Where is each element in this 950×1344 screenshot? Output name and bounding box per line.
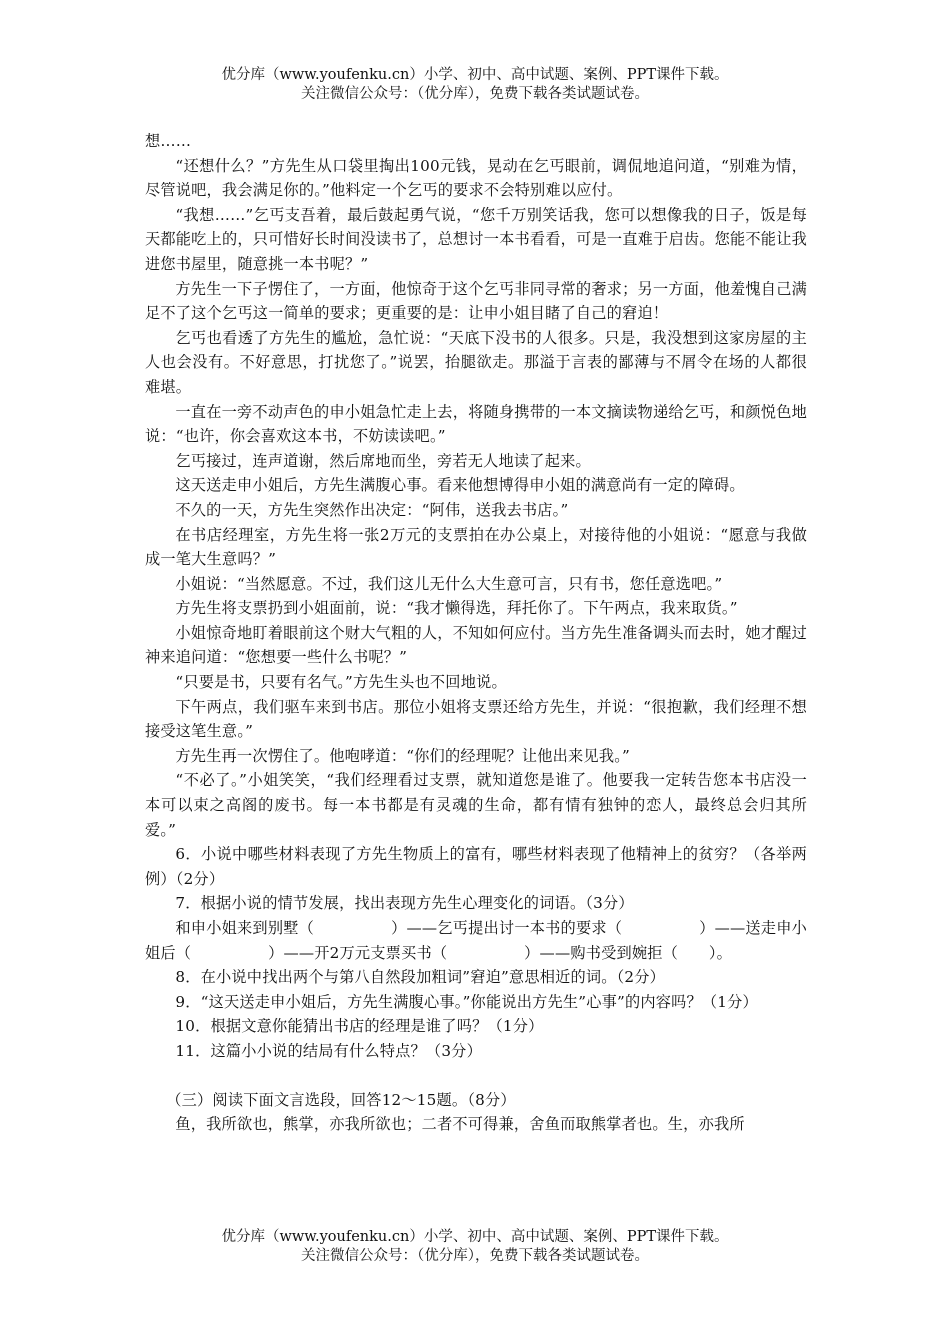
story-paragraph: 一直在一旁不动声色的申小姐急忙走上去，将随身携带的一本文摘读物递给乞丐，和颜悦色地说：“也许，你会喜欢这本书，不妨读读吧。” [145,402,807,446]
question-10: 10．根据文意你能猜出书店的经理是谁了吗？（1分） [175,1017,544,1036]
question-7-fill-blanks: 和申小姐来到别墅（ ）——乞丐提出讨一本书的要求（ ）——送走申小姐后（ ）——开2万元支票买书（ ）——购书受到婉拒（ ）。 [145,919,807,962]
story-paragraph: 这天送走申小姐后，方先生满腹心事。看来他想博得申小姐的满意尚有一定的障碍。 [175,476,745,495]
story-paragraph: 方先生一下子愣住了，一方面，他惊奇于这个乞丐非同寻常的奢求；另一方面，他羞愧自己满足不了这个乞丐这一简单的要求；更重要的是：让申小姐目睹了自己的窘迫！ [145,279,807,323]
page-header [0,66,950,104]
footer-line-2: 关注微信公众号：（优分库），免费下载各类试题试卷。 [301,1248,649,1264]
page-footer [0,1228,950,1266]
story-paragraph: 乞丐也看透了方先生的尴尬，急忙说：“天底下没书的人很多。只是，我没想到这家房屋的主人也会没有。不好意思，打扰您了。”说罢，抬腿欲走。那溢于言表的鄙薄与不屑令在场的人都很难堪。 [145,328,807,396]
question-7: 7．根据小说的情节发展，找出表现方先生心理变化的词语。（3分） [175,894,634,913]
story-paragraph: 小姐惊奇地盯着眼前这个财大气粗的人，不知如何应付。当方先生准备调头而去时，她才醒过神来追问道：“您想要一些什么书呢？” [145,623,807,667]
question-11: 11．这篇小小说的结局有什么特点？（3分） [175,1041,482,1060]
story-paragraph: 方先生再一次愣住了。他咆哮道：“你们的经理呢？让他出来见我。” [175,746,630,765]
document-body [145,129,807,1137]
question-6: 6．小说中哪些材料表现了方先生物质上的富有，哪些材料表现了他精神上的贫穷？（各举两例）（2分） [145,845,807,888]
story-paragraph: “我想……”乞丐支吾着，最后鼓起勇气说，“您千万别笑话我，您可以想像我的日子，饭是每天都能吃上的，只可惜好长时间没读书了，总想讨一本书看看，可是一直难于启齿。您能不能让我进您书屋里，随意挑一本书呢？” [145,205,807,273]
footer-line-1: 优分库（www.youfenku.cn）小学、初中、高中试题、案例、PPT课件下载。 [221,1229,729,1245]
section-3-title: （三）阅读下面文言选段，回答12～15题。（8分） [166,1090,516,1109]
section-3-text: 鱼，我所欲也，熊掌，亦我所欲也；二者不可得兼，舍鱼而取熊掌者也。生，亦我所 [175,1115,745,1134]
story-paragraph: 不久的一天，方先生突然作出决定：“阿伟，送我去书店。” [175,500,569,519]
story-paragraph: 在书店经理室，方先生将一张2万元的支票拍在办公桌上，对接待他的小姐说：“愿意与我做成一笔大生意吗？” [145,525,807,569]
question-9: 9．“这天送走申小姐后，方先生满腹心事。”你能说出方先生”心事”的内容吗？（1分） [175,992,758,1011]
header-line-1: 优分库（www.youfenku.cn）小学、初中、高中试题、案例、PPT课件下载。 [221,67,729,83]
section-gap [145,1064,807,1088]
story-paragraph: 方先生将支票扔到小姐面前，说：“我才懒得选，拜托你了。下午两点，我来取货。” [175,599,738,618]
story-paragraph: “不必了。”小姐笑笑，“我们经理看过支票，就知道您是谁了。他要我一定转告您本书店没一本可以束之高阁的废书。每一本书都是有灵魂的生命，都有情有独钟的恋人，最终总会归其所爱。” [145,771,807,839]
header-line-2: 关注微信公众号：（优分库），免费下载各类试题试卷。 [301,86,649,102]
story-paragraph: 想…… [145,132,192,150]
story-paragraph: 小姐说：“当然愿意。不过，我们这儿无什么大生意可言，只有书，您任意选吧。” [175,574,723,593]
story-paragraph: “只要是书，只要有名气。”方先生头也不回地说。 [175,673,507,692]
question-8: 8．在小说中找出两个与第八自然段加粗词”窘迫”意思相近的词。（2分） [175,968,666,987]
story-paragraph: “还想什么？”方先生从口袋里掏出100元钱，晃动在乞丐眼前，调侃地追问道，“别难为情，尽管说吧，我会满足你的。”他料定一个乞丐的要求不会特别难以应付。 [145,156,807,200]
story-paragraph: 下午两点，我们驱车来到书店。那位小姐将支票还给方先生，并说：“很抱歉，我们经理不想接受这笔生意。” [145,697,807,741]
story-paragraph: 乞丐接过，连声道谢，然后席地而坐，旁若无人地读了起来。 [175,451,591,470]
